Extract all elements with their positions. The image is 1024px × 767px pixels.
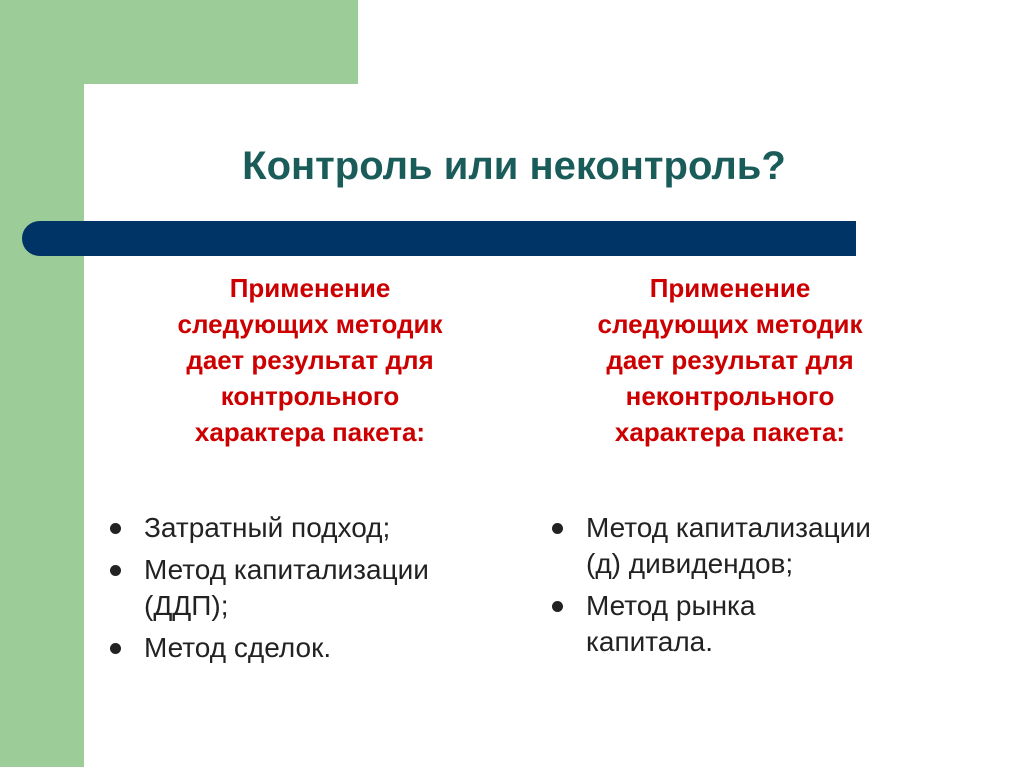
list-item-text: (д) дивидендов; — [586, 548, 794, 579]
list-item-text: Метод сделок. — [144, 632, 332, 663]
green-vertical-band — [0, 0, 84, 767]
heading-line: неконтрольного — [625, 381, 835, 411]
list-item — [104, 630, 514, 666]
list-item — [104, 510, 514, 546]
heading-line: характера пакета: — [614, 417, 846, 447]
list-item-text: Затратный подход; — [144, 512, 391, 543]
heading-line: Применение — [229, 273, 391, 303]
left-bullet-list — [104, 510, 514, 672]
list-item-text: Метод капитализации — [586, 512, 871, 543]
heading-line: следующих методик — [177, 309, 443, 339]
list-item-text: Метод рынка — [586, 590, 756, 621]
list-item — [546, 510, 966, 582]
bullet-dot-icon — [552, 601, 563, 612]
title-underline-bar — [22, 221, 856, 256]
bullet-dot-icon — [110, 523, 121, 534]
list-item-text: (ДДП); — [144, 590, 229, 621]
heading-line: характера пакета: — [194, 417, 426, 447]
heading-line: дает результат для — [606, 345, 854, 375]
slide-title: Контроль или неконтроль? — [242, 144, 786, 188]
heading-line: Применение — [649, 273, 811, 303]
right-bullet-list — [546, 510, 966, 666]
list-item — [546, 588, 966, 660]
bullet-dot-icon — [552, 523, 563, 534]
list-item-text: Метод капитализации — [144, 554, 429, 585]
heading-line: дает результат для — [186, 345, 434, 375]
left-column-heading — [100, 270, 520, 450]
heading-line: контрольного — [220, 381, 400, 411]
bullet-dot-icon — [110, 565, 121, 576]
bullet-dot-icon — [110, 643, 121, 654]
heading-line: следующих методик — [597, 309, 863, 339]
list-item-text: капитала. — [586, 626, 714, 657]
right-column-heading — [520, 270, 940, 450]
list-item — [104, 552, 514, 624]
green-top-band — [0, 0, 358, 84]
